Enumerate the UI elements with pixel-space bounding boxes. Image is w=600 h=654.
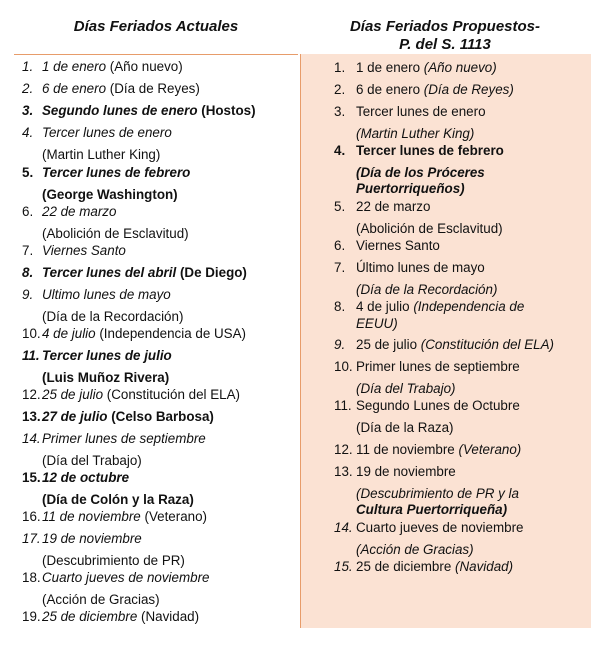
- proposed-item: 12. 11 de noviembre (Veterano): [334, 442, 522, 457]
- current-item: 10.4 de julio (Independencia de USA): [22, 326, 246, 341]
- proposed-heading-line2: P. del S. 1113: [399, 36, 491, 53]
- proposed-item: 14. Cuarto jueves de noviembre: [334, 520, 524, 535]
- current-item-detail: (George Washington): [42, 187, 178, 202]
- current-holidays-heading: Días Feriados Actuales: [73, 18, 239, 35]
- proposed-item: 9. 25 de julio (Constitución del ELA): [334, 337, 555, 352]
- proposed-item-detail: EEUU): [356, 316, 398, 331]
- proposed-item: 13. 19 de noviembre: [334, 464, 456, 479]
- current-item-detail: (Descubrimiento de PR): [42, 553, 185, 568]
- current-item: 12.25 de julio (Constitución del ELA): [22, 387, 241, 402]
- current-item: 11. Tercer lunes de julio: [22, 348, 172, 363]
- proposed-item: 10. Primer lunes de septiembre: [334, 359, 520, 374]
- proposed-item: 3. Tercer lunes de enero: [334, 104, 486, 119]
- proposed-item-detail: (Día de la Recordación): [356, 282, 498, 297]
- current-item: 18.Cuarto jueves de noviembre: [22, 570, 210, 585]
- current-item: 4. Tercer lunes de enero: [22, 125, 172, 140]
- current-item-detail: (Abolición de Esclavitud): [42, 226, 189, 241]
- proposed-heading-line1: Días Feriados Propuestos-: [349, 18, 541, 35]
- current-item-detail: (Día de Colón y la Raza): [42, 492, 194, 507]
- proposed-item-detail: (Abolición de Esclavitud): [356, 221, 503, 236]
- proposed-item-detail: (Martin Luther King): [356, 126, 475, 141]
- current-item-detail: (Día del Trabajo): [42, 453, 142, 468]
- current-item-detail: (Día de la Recordación): [42, 309, 184, 324]
- proposed-item: 4. Tercer lunes de febrero: [334, 143, 504, 158]
- current-item: 3. Segundo lunes de enero (Hostos): [22, 103, 256, 118]
- current-item: 17.19 de noviembre: [22, 531, 142, 546]
- proposed-item: 1. 1 de enero (Año nuevo): [334, 60, 497, 75]
- current-item: 16.11 de noviembre (Veterano): [22, 509, 208, 524]
- heading-divider: [14, 54, 298, 55]
- proposed-item: 6. Viernes Santo: [334, 238, 440, 253]
- current-item: 5. Tercer lunes de febrero: [22, 165, 191, 180]
- proposed-item: 11. Segundo Lunes de Octubre: [334, 398, 520, 413]
- proposed-item: 5. 22 de marzo: [334, 199, 431, 214]
- proposed-item: 2. 6 de enero (Día de Reyes): [334, 82, 514, 97]
- current-item: 14.Primer lunes de septiembre: [22, 431, 206, 446]
- proposed-item-detail: (Acción de Gracias): [356, 542, 474, 557]
- current-item-detail: (Acción de Gracias): [42, 592, 160, 607]
- proposed-item-detail: (Día de los Próceres: [356, 165, 485, 180]
- current-item: 7. Viernes Santo: [22, 243, 126, 258]
- current-item-detail: (Martin Luther King): [42, 147, 161, 162]
- current-item: 1. 1 de enero (Año nuevo): [22, 59, 183, 74]
- current-item: 8. Tercer lunes del abril (De Diego): [22, 265, 247, 280]
- current-item: 2. 6 de enero (Día de Reyes): [22, 81, 200, 96]
- proposed-item-detail: (Descubrimiento de PR y la: [356, 486, 519, 501]
- proposed-item-detail: Puertorriqueños): [356, 181, 465, 196]
- current-item: 19.25 de diciembre (Navidad): [22, 609, 200, 624]
- current-item: 9. Ultimo lunes de mayo: [22, 287, 171, 302]
- proposed-item-detail: Cultura Puertorriqueña): [356, 502, 508, 517]
- current-item: 15.12 de octubre: [22, 470, 130, 485]
- proposed-item: 7. Último lunes de mayo: [334, 260, 485, 275]
- current-item: 6. 22 de marzo: [22, 204, 117, 219]
- current-item: 13.27 de julio (Celso Barbosa): [22, 409, 214, 424]
- proposed-holidays-heading: [300, 18, 590, 54]
- current-item-detail: (Luis Muñoz Rivera): [42, 370, 170, 385]
- proposed-item-detail: (Día del Trabajo): [356, 381, 456, 396]
- proposed-item: 8. 4 de julio (Independencia de: [334, 299, 525, 314]
- proposed-item-detail: (Día de la Raza): [356, 420, 454, 435]
- proposed-item: 15. 25 de diciembre (Navidad): [334, 559, 514, 574]
